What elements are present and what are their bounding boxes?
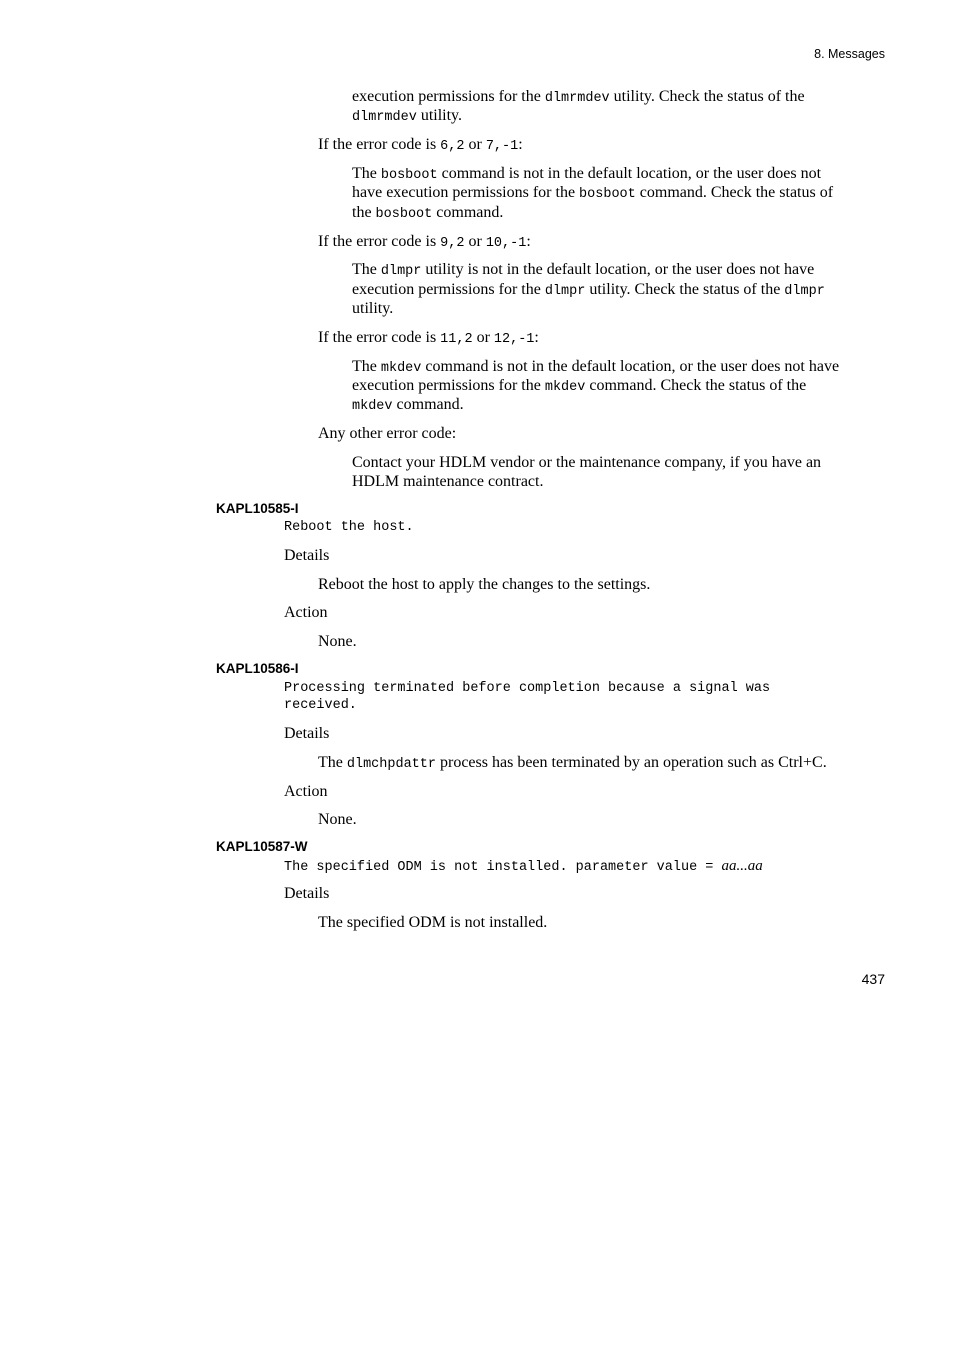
bosboot-line-2: have execution permissions for the bosboot command. Check the status of [352, 184, 834, 202]
condition-error-9-10: If the error code is 9,2 or 10,-1: [318, 233, 531, 251]
dlmpr-line-2: execution permissions for the dlmpr utility. Check the status of the dlmpr [352, 281, 825, 299]
condition-error-11-12: If the error code is 11,2 or 12,-1: [318, 329, 539, 347]
message-id: KAPL10586-I [216, 661, 299, 676]
contact-line-2: HDLM maintenance contract. [352, 473, 544, 490]
message-text: The specified ODM is not installed. parameter value = aa...aa [284, 858, 763, 875]
action-label: Action [284, 604, 328, 621]
bosboot-line-3: the bosboot command. [352, 204, 504, 222]
bosboot-line-1: The bosboot command is not in the default location, or the user does not [352, 165, 822, 183]
condition-other: Any other error code: [318, 425, 457, 442]
cont-line-1: execution permissions for the dlmrmdev utility. Check the status of the [352, 88, 805, 106]
cont-line-2: dlmrmdev utility. [352, 107, 462, 125]
message-text-line-2: received. [284, 698, 357, 713]
details-label: Details [284, 725, 330, 742]
dlmpr-line-3: utility. [352, 300, 394, 317]
contact-line-1: Contact your HDLM vendor or the maintenance company, if you have an [352, 454, 822, 471]
message-id: KAPL10587-W [216, 839, 308, 854]
condition-error-6-7: If the error code is 6,2 or 7,-1: [318, 136, 523, 154]
action-text: None. [318, 811, 357, 828]
message-id: KAPL10585-I [216, 501, 299, 516]
mkdev-line-3: mkdev command. [352, 396, 464, 414]
mkdev-line-2: execution permissions for the mkdev command. Check the status of the [352, 377, 807, 395]
details-text: The dlmchpdattr process has been terminated by an operation such as Ctrl+C. [318, 754, 827, 772]
action-label: Action [284, 783, 328, 800]
details-label: Details [284, 885, 330, 902]
details-text: The specified ODM is not installed. [318, 914, 548, 931]
action-text: None. [318, 633, 357, 650]
dlmpr-line-1: The dlmpr utility is not in the default location, or the user does not have [352, 261, 815, 279]
message-text: Reboot the host. [284, 520, 414, 535]
message-text-line-1: Processing terminated before completion because a signal was [284, 681, 771, 696]
running-header: 8. Messages [814, 47, 885, 61]
page-number: 437 [861, 971, 885, 987]
mkdev-line-1: The mkdev command is not in the default location, or the user does not have [352, 358, 840, 376]
details-text: Reboot the host to apply the changes to the settings. [318, 576, 651, 593]
details-label: Details [284, 547, 330, 564]
